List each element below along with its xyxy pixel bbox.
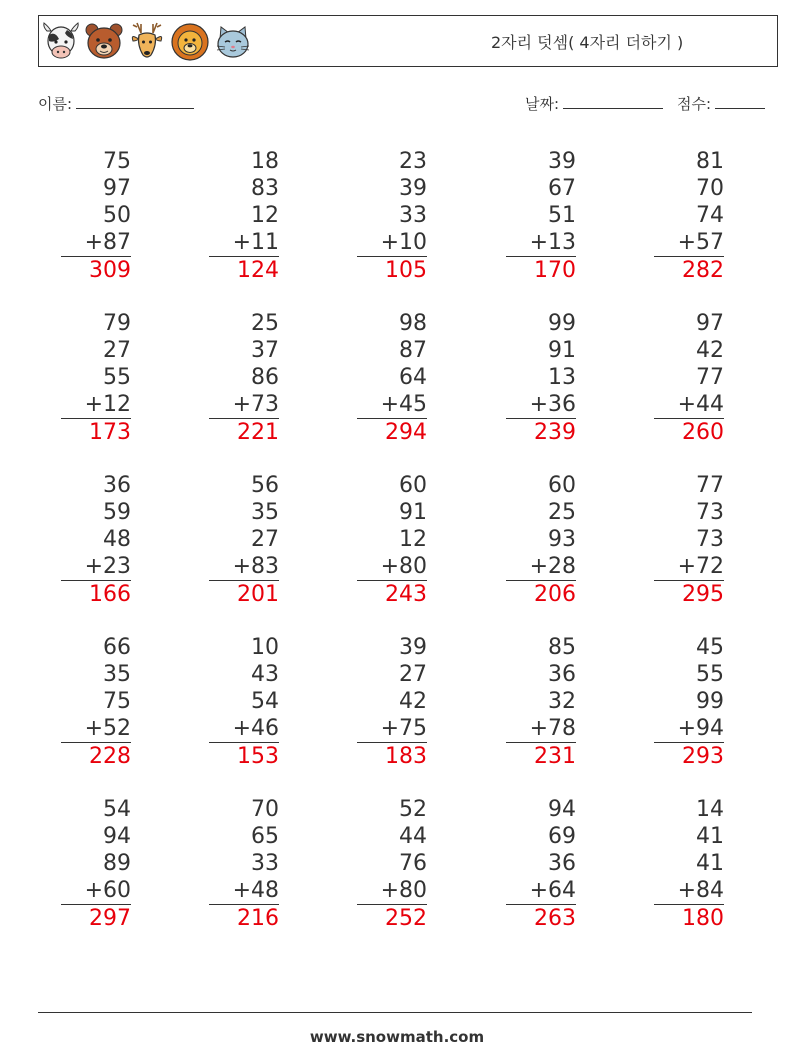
addend: 75 (103, 149, 131, 174)
addend: 35 (251, 500, 279, 525)
answer: 309 (89, 258, 131, 283)
addend: 45 (696, 635, 724, 660)
addend-with-plus: +94 (654, 715, 724, 743)
addend-with-plus: +83 (209, 553, 279, 581)
addend-with-plus: +80 (357, 553, 427, 581)
addend: 64 (399, 365, 427, 390)
answer: 216 (237, 906, 279, 931)
addend-with-plus: +84 (654, 877, 724, 905)
addend: 91 (399, 500, 427, 525)
worksheet-header (38, 15, 778, 67)
addend-with-plus: +60 (61, 877, 131, 905)
addend: 48 (103, 527, 131, 552)
answer: 260 (682, 420, 724, 445)
addend: 41 (696, 824, 724, 849)
addend-with-plus: +87 (61, 229, 131, 257)
score-blank[interactable] (715, 92, 765, 109)
addend: 77 (696, 473, 724, 498)
answer: 293 (682, 744, 724, 769)
addend: 33 (251, 851, 279, 876)
problem-2-4 (506, 310, 576, 446)
addend: 14 (696, 797, 724, 822)
score-label: 점수: (677, 95, 712, 113)
addend: 60 (548, 473, 576, 498)
problem-5-5 (654, 796, 724, 932)
addend: 93 (548, 527, 576, 552)
answer: 231 (534, 744, 576, 769)
answer: 173 (89, 420, 131, 445)
problem-4-2 (209, 634, 279, 770)
addend: 97 (696, 311, 724, 336)
bear-icon (84, 21, 124, 63)
answer: 206 (534, 582, 576, 607)
problem-5-2 (209, 796, 279, 932)
addend-with-plus: +28 (506, 553, 576, 581)
addend-with-plus: +80 (357, 877, 427, 905)
addend: 55 (696, 662, 724, 687)
answer: 239 (534, 420, 576, 445)
addend: 94 (103, 824, 131, 849)
problem-4-4 (506, 634, 576, 770)
addend: 99 (696, 689, 724, 714)
addend: 12 (399, 527, 427, 552)
problem-1-2 (209, 148, 279, 284)
problem-1-4 (506, 148, 576, 284)
name-field[interactable] (38, 92, 194, 114)
answer: 294 (385, 420, 427, 445)
addend-with-plus: +11 (209, 229, 279, 257)
addend: 36 (103, 473, 131, 498)
addend: 99 (548, 311, 576, 336)
addend: 27 (399, 662, 427, 687)
addend: 54 (251, 689, 279, 714)
addend: 12 (251, 203, 279, 228)
addend-with-plus: +48 (209, 877, 279, 905)
addend: 52 (399, 797, 427, 822)
problem-4-1 (61, 634, 131, 770)
addend-with-plus: +78 (506, 715, 576, 743)
problem-2-5 (654, 310, 724, 446)
addend: 81 (696, 149, 724, 174)
date-blank[interactable] (563, 92, 663, 109)
answer: 295 (682, 582, 724, 607)
addend-with-plus: +12 (61, 391, 131, 419)
addend-with-plus: +73 (209, 391, 279, 419)
addend: 73 (696, 527, 724, 552)
addend: 67 (548, 176, 576, 201)
addend: 27 (251, 527, 279, 552)
answer: 263 (534, 906, 576, 931)
addend: 42 (399, 689, 427, 714)
problem-2-3 (357, 310, 427, 446)
answer: 282 (682, 258, 724, 283)
addend: 39 (548, 149, 576, 174)
addend: 77 (696, 365, 724, 390)
answer: 243 (385, 582, 427, 607)
problem-2-2 (209, 310, 279, 446)
addend: 70 (696, 176, 724, 201)
addend: 75 (103, 689, 131, 714)
footer-divider (38, 1012, 752, 1013)
addend: 32 (548, 689, 576, 714)
addend: 25 (251, 311, 279, 336)
addend-with-plus: +10 (357, 229, 427, 257)
addend-with-plus: +13 (506, 229, 576, 257)
addend-with-plus: +23 (61, 553, 131, 581)
lion-icon (170, 21, 210, 63)
addend: 73 (696, 500, 724, 525)
addend-with-plus: +52 (61, 715, 131, 743)
date-label: 날짜: (525, 95, 560, 113)
addend: 60 (399, 473, 427, 498)
addend: 91 (548, 338, 576, 363)
addend: 76 (399, 851, 427, 876)
addend-with-plus: +64 (506, 877, 576, 905)
addend: 74 (696, 203, 724, 228)
date-field[interactable] (525, 92, 663, 114)
name-blank[interactable] (76, 92, 194, 109)
problem-4-5 (654, 634, 724, 770)
addend: 43 (251, 662, 279, 687)
addend: 97 (103, 176, 131, 201)
addend: 94 (548, 797, 576, 822)
addend: 89 (103, 851, 131, 876)
addend-with-plus: +45 (357, 391, 427, 419)
problem-5-3 (357, 796, 427, 932)
addend: 59 (103, 500, 131, 525)
addend: 13 (548, 365, 576, 390)
problem-5-1 (61, 796, 131, 932)
problem-4-3 (357, 634, 427, 770)
problem-3-1 (61, 472, 131, 608)
answer: 105 (385, 258, 427, 283)
worksheet-title: 2자리 덧셈( 4자리 더하기 ) (491, 33, 684, 52)
addend: 83 (251, 176, 279, 201)
addend-with-plus: +75 (357, 715, 427, 743)
addend-with-plus: +44 (654, 391, 724, 419)
addend-with-plus: +46 (209, 715, 279, 743)
animal-icons (41, 21, 253, 63)
addend: 41 (696, 851, 724, 876)
addend: 23 (399, 149, 427, 174)
addend: 87 (399, 338, 427, 363)
footer-url: www.snowmath.com (309, 1028, 485, 1046)
addend: 35 (103, 662, 131, 687)
answer: 297 (89, 906, 131, 931)
addend: 44 (399, 824, 427, 849)
addend: 39 (399, 176, 427, 201)
problem-5-4 (506, 796, 576, 932)
score-field[interactable] (677, 92, 765, 114)
addend: 42 (696, 338, 724, 363)
addend: 86 (251, 365, 279, 390)
answer: 166 (89, 582, 131, 607)
addend-with-plus: +36 (506, 391, 576, 419)
addend: 70 (251, 797, 279, 822)
answer: 170 (534, 258, 576, 283)
addend: 25 (548, 500, 576, 525)
addend: 36 (548, 662, 576, 687)
answer: 180 (682, 906, 724, 931)
problem-1-3 (357, 148, 427, 284)
addend: 55 (103, 365, 131, 390)
addend: 39 (399, 635, 427, 660)
answer: 183 (385, 744, 427, 769)
answer: 153 (237, 744, 279, 769)
addend-with-plus: +72 (654, 553, 724, 581)
problem-1-5 (654, 148, 724, 284)
addend: 51 (548, 203, 576, 228)
addend: 37 (251, 338, 279, 363)
answer: 201 (237, 582, 279, 607)
problem-3-5 (654, 472, 724, 608)
cat-icon (213, 21, 253, 63)
addend: 50 (103, 203, 131, 228)
answer: 228 (89, 744, 131, 769)
addend: 36 (548, 851, 576, 876)
addend: 79 (103, 311, 131, 336)
answer: 124 (237, 258, 279, 283)
answer: 221 (237, 420, 279, 445)
answer: 252 (385, 906, 427, 931)
addend: 27 (103, 338, 131, 363)
deer-icon (127, 21, 167, 63)
problem-3-2 (209, 472, 279, 608)
addend: 10 (251, 635, 279, 660)
addend: 98 (399, 311, 427, 336)
addend: 69 (548, 824, 576, 849)
problem-3-3 (357, 472, 427, 608)
problem-2-1 (61, 310, 131, 446)
addend: 66 (103, 635, 131, 660)
problem-3-4 (506, 472, 576, 608)
name-label: 이름: (38, 95, 73, 113)
addend: 65 (251, 824, 279, 849)
problem-1-1 (61, 148, 131, 284)
addend: 85 (548, 635, 576, 660)
addend: 33 (399, 203, 427, 228)
addend: 56 (251, 473, 279, 498)
cow-icon (41, 21, 81, 63)
addend: 18 (251, 149, 279, 174)
addend-with-plus: +57 (654, 229, 724, 257)
addend: 54 (103, 797, 131, 822)
